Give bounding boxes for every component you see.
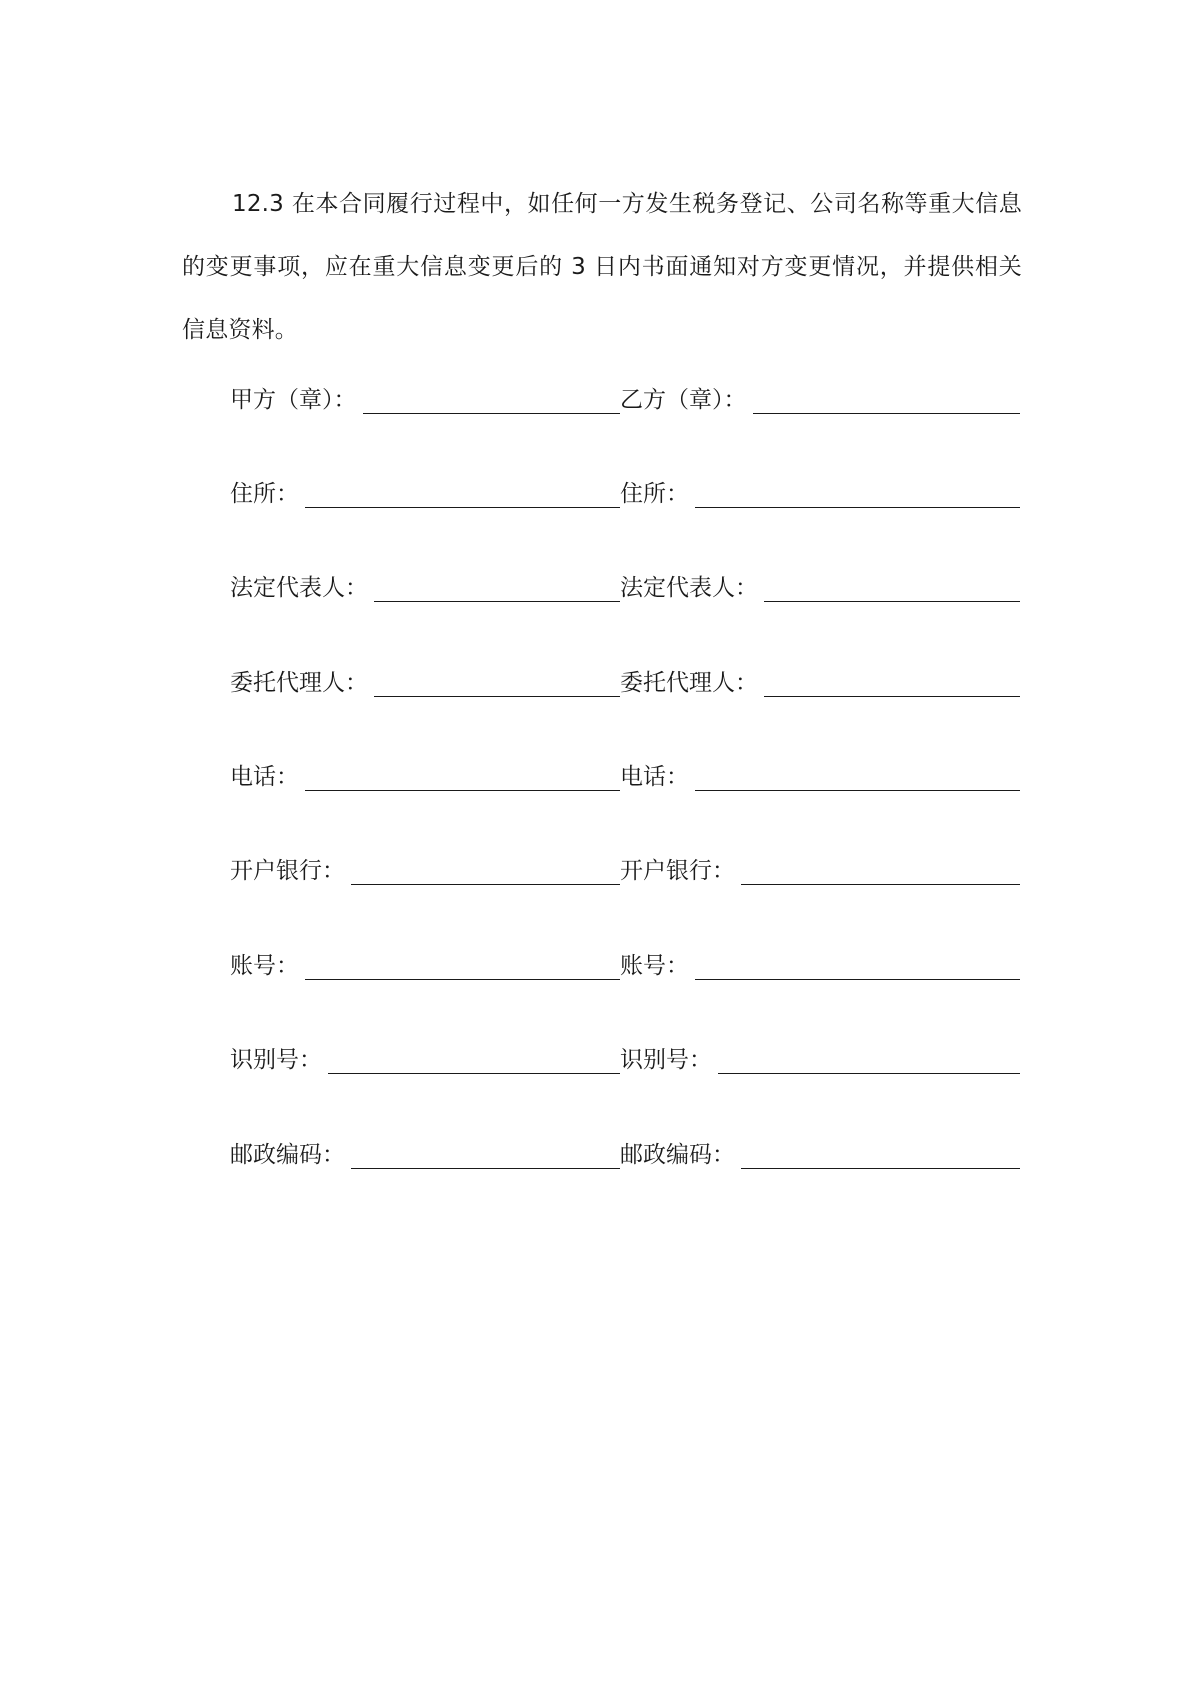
party-a-tax-id-field [230,1040,620,1080]
party-b-legal-rep-blank[interactable] [764,573,1020,602]
party-b-postcode-field [620,1135,1020,1175]
party-a-agent-blank[interactable] [374,668,620,697]
party-a-account-label: 账号： [230,953,299,979]
signature-row-postcode [0,1135,1200,1175]
party-a-address-label: 住所： [230,481,299,507]
party-a-phone-label: 电话： [230,764,299,790]
party-b-agent-field [620,663,1020,703]
party-a-agent-field [230,663,620,703]
party-a-address-blank[interactable] [305,479,620,508]
party-b-agent-label: 委托代理人： [620,670,758,696]
signature-row-party [0,380,1200,420]
party-a-seal-label: 甲方（章）： [230,387,357,413]
party-b-address-label: 住所： [620,481,689,507]
party-b-seal-blank[interactable] [753,385,1021,414]
signature-row-address [0,474,1200,514]
party-a-seal-blank[interactable] [363,385,621,414]
party-b-legal-rep-label: 法定代表人： [620,575,758,601]
party-a-seal-field [230,380,620,420]
contract-clause-12-3: 12.3 在本合同履行过程中，如任何一方发生税务登记、公司名称等重大信息的变更事项，应在重大信息变更后的 3 日内书面通知对方变更情况，并提供相关信息资料。 [182,191,1022,343]
party-a-account-blank[interactable] [305,951,620,980]
party-a-phone-blank[interactable] [305,762,620,791]
signature-row-phone [0,757,1200,797]
signature-row-tax-id [0,1040,1200,1080]
party-b-legal-rep-field [620,568,1020,608]
party-b-tax-id-blank[interactable] [718,1045,1020,1074]
party-b-account-label: 账号： [620,953,689,979]
party-a-legal-rep-label: 法定代表人： [230,575,368,601]
party-b-seal-label: 乙方（章）： [620,387,747,413]
party-a-tax-id-label: 识别号： [230,1047,322,1073]
signature-row-account [0,946,1200,986]
party-a-address-field [230,474,620,514]
party-b-seal-field [620,380,1020,420]
party-a-legal-rep-field [230,568,620,608]
party-a-tax-id-blank[interactable] [328,1045,620,1074]
signature-row-legal-rep [0,568,1200,608]
party-b-bank-field [620,851,1020,891]
party-b-address-blank[interactable] [695,479,1020,508]
party-b-phone-label: 电话： [620,764,689,790]
party-a-postcode-blank[interactable] [351,1140,620,1169]
party-a-legal-rep-blank[interactable] [374,573,620,602]
party-b-postcode-label: 邮政编码： [620,1142,735,1168]
party-b-phone-field [620,757,1020,797]
party-b-account-blank[interactable] [695,951,1020,980]
signature-row-bank [0,851,1200,891]
party-a-bank-label: 开户银行： [230,858,345,884]
party-b-address-field [620,474,1020,514]
party-a-postcode-label: 邮政编码： [230,1142,345,1168]
party-a-postcode-field [230,1135,620,1175]
party-b-phone-blank[interactable] [695,762,1020,791]
party-b-agent-blank[interactable] [764,668,1020,697]
party-a-bank-field [230,851,620,891]
signature-row-agent [0,663,1200,703]
party-a-bank-blank[interactable] [351,856,620,885]
party-b-bank-blank[interactable] [741,856,1020,885]
party-a-account-field [230,946,620,986]
party-b-postcode-blank[interactable] [741,1140,1020,1169]
party-a-phone-field [230,757,620,797]
party-b-tax-id-label: 识别号： [620,1047,712,1073]
party-b-bank-label: 开户银行： [620,858,735,884]
party-b-account-field [620,946,1020,986]
party-b-tax-id-field [620,1040,1020,1080]
party-a-agent-label: 委托代理人： [230,670,368,696]
